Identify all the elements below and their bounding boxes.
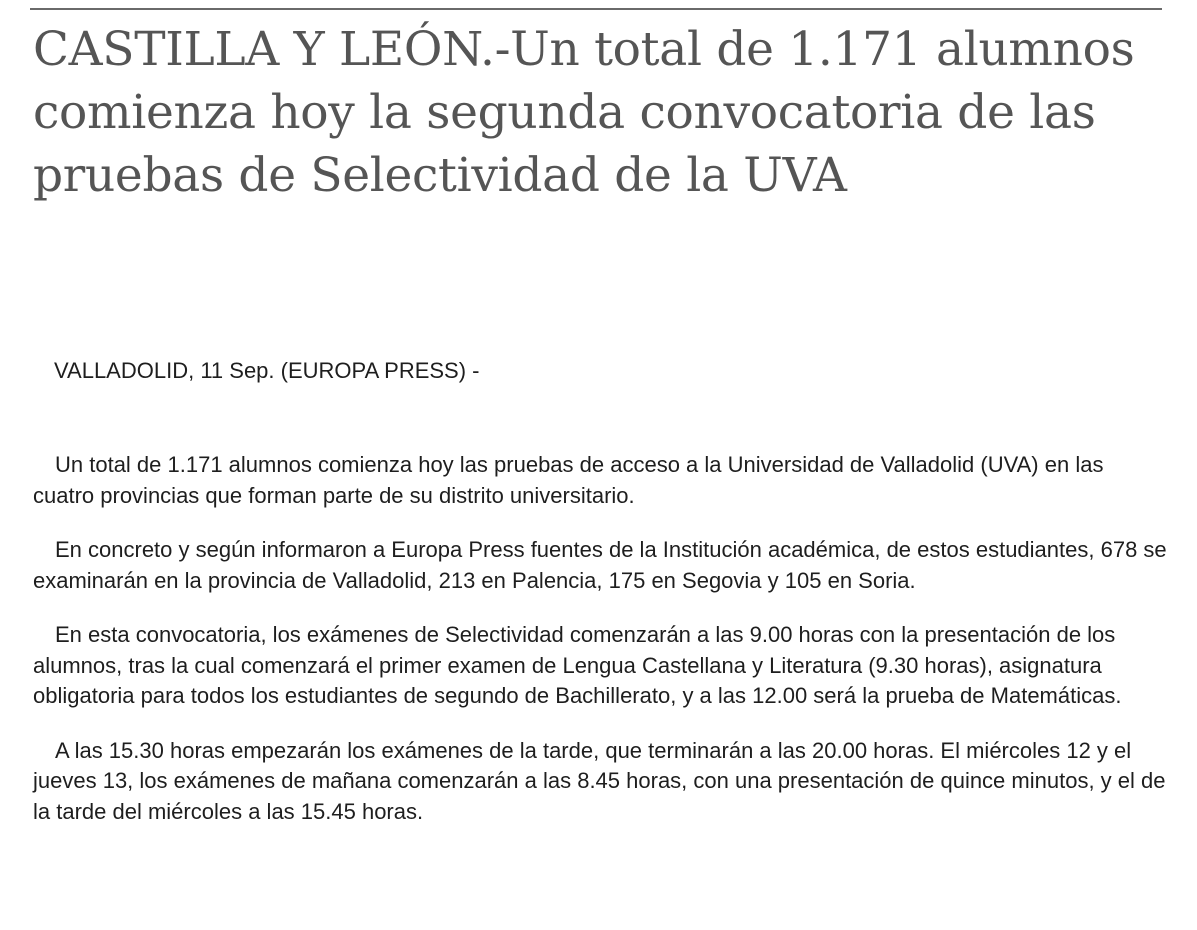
paragraph-4: A las 15.30 horas empezarán los exámenes de la tarde, que terminarán a las 20.00 horas. El miércoles 12 y el jueves 13, los exámenes de mañana comenzarán a las 8.45 horas, con una presentación de quince minutos, y el de la tarde del miércoles a las 15.45 horas. <box>33 737 1166 824</box>
headline: CASTILLA Y LEÓN.-Un total de 1.171 alumnos comienza hoy la segunda convocatoria de las pruebas de Selectividad de la UVA <box>33 22 1135 203</box>
article-body <box>33 450 1168 851</box>
paragraph-3: En esta convocatoria, los exámenes de Selectividad comenzarán a las 9.00 horas con la presentación de los alumnos, tras la cual comenzará el primer examen de Lengua Castellana y Literatura (9.30 horas), asignatura obligatoria para todos los estudiantes de segundo de Bachillerato, y a las 12.00 será la prueba de Matemáticas. <box>33 622 1122 708</box>
paragraph-1: Un total de 1.171 alumnos comienza hoy las pruebas de acceso a la Universidad de Valladolid (UVA) en las cuatro provincias que forman parte de su distrito universitario. <box>33 452 1104 508</box>
paragraph-2: En concreto y según informaron a Europa Press fuentes de la Institución académica, de estos estudiantes, 678 se examinarán en la provincia de Valladolid, 213 en Palencia, 175 en Segovia y 105 en Soria. <box>33 537 1167 593</box>
dateline: VALLADOLID, 11 Sep. (EUROPA PRESS) - <box>54 358 480 383</box>
top-rule <box>30 8 1162 10</box>
